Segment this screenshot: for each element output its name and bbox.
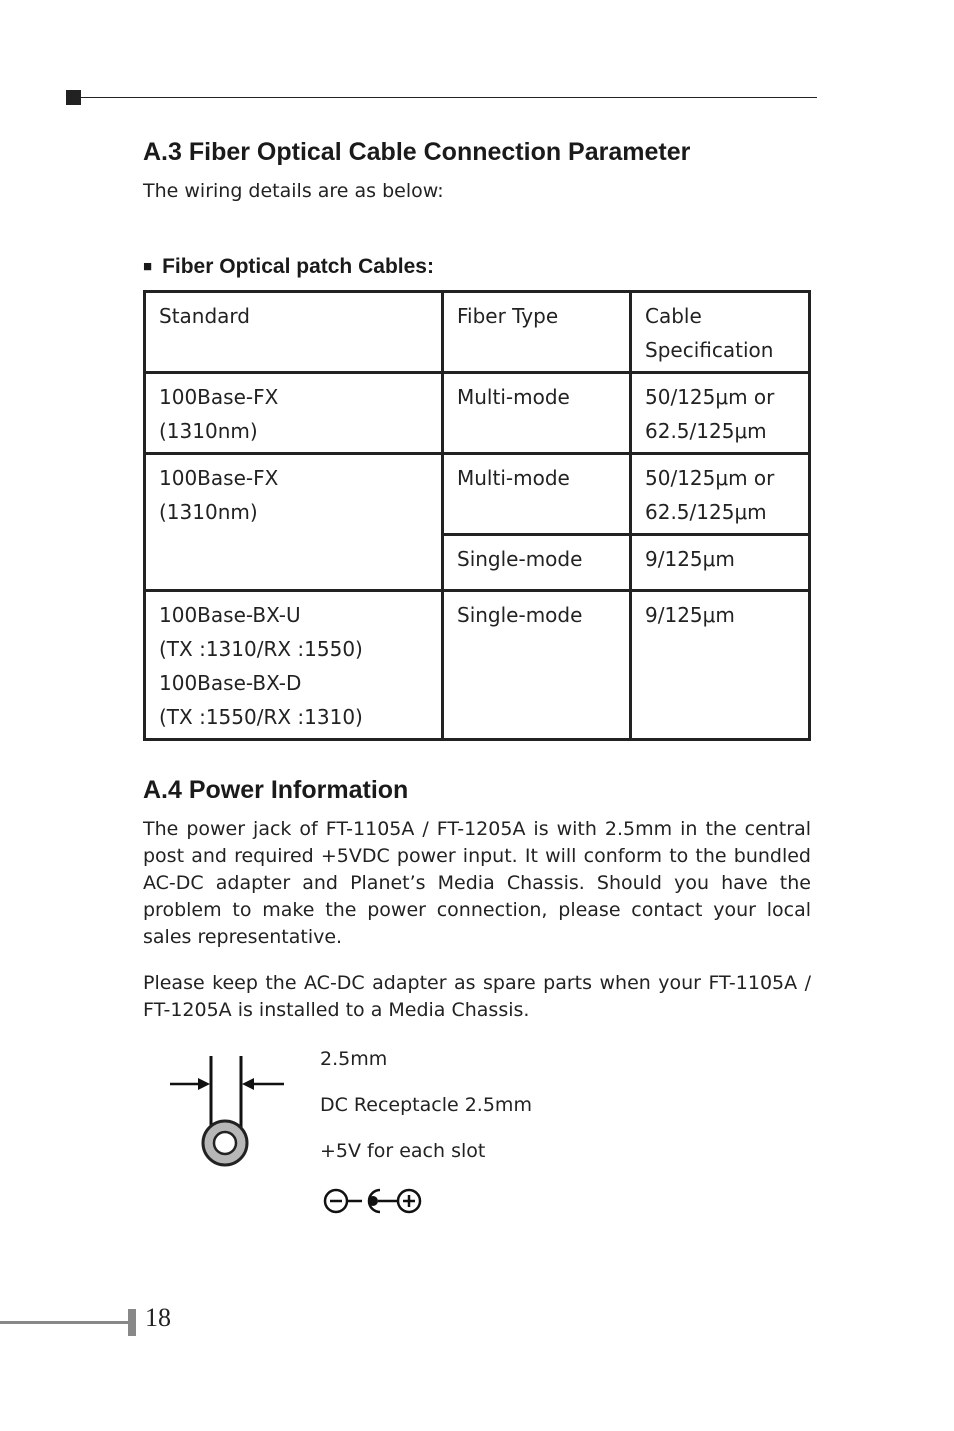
table-row bbox=[145, 591, 810, 740]
cell-cable-spec: 50/125μm or 62.5/125μm bbox=[631, 373, 810, 454]
cell-cable-spec: 50/125μm or 62.5/125μm bbox=[631, 454, 810, 535]
section-heading-a3: A.3 Fiber Optical Cable Connection Parameter bbox=[143, 138, 691, 166]
fiber-cable-table bbox=[143, 290, 811, 741]
cell-standard: 100Base-FX (1310nm) bbox=[145, 454, 443, 591]
cell-fiber-type: Single-mode bbox=[443, 591, 631, 740]
header-rule bbox=[81, 97, 817, 98]
footer-rule bbox=[0, 1321, 128, 1324]
polarity-symbol-icon bbox=[322, 1185, 426, 1217]
dc-receptacle-label: DC Receptacle 2.5mm bbox=[320, 1094, 532, 1116]
header-fiber-type: Fiber Type bbox=[443, 292, 631, 373]
section-heading-a4: A.4 Power Information bbox=[143, 776, 409, 804]
cell-fiber-type: Single-mode bbox=[443, 535, 631, 591]
table-row bbox=[145, 454, 810, 535]
power-paragraph-2: Please keep the AC-DC adapter as spare parts when your FT-1105A / FT-1205A is installed to a Media Chassis. bbox=[143, 972, 811, 1021]
table-row bbox=[145, 373, 810, 454]
footer-bar bbox=[128, 1309, 136, 1336]
cell-fiber-type: Multi-mode bbox=[443, 454, 631, 535]
power-paragraph-1: The power jack of FT-1105A / FT-1205A is with 2.5mm in the central post and required +5VDC power input. It will conform to the bundled AC-DC adapter and Planet’s Media Chassis. Should you have the problem to make the power connection, please contact your local sales representative. bbox=[143, 818, 811, 948]
section-intro: The wiring details are as below: bbox=[143, 180, 444, 202]
bullet-heading-text: Fiber Optical patch Cables: bbox=[162, 255, 434, 278]
page-number: 18 bbox=[145, 1303, 171, 1332]
cell-standard: 100Base-FX (1310nm) bbox=[145, 373, 443, 454]
cell-cable-spec: 9/125μm bbox=[631, 535, 810, 591]
dc-receptacle-diagram-icon bbox=[168, 1054, 288, 1176]
cell-standard: 100Base-BX-U (TX :1310/RX :1550) 100Base-BX-D (TX :1550/RX :1310) bbox=[145, 591, 443, 740]
header-cable-spec: Cable Specification bbox=[631, 292, 810, 373]
header-marker bbox=[66, 90, 81, 105]
cell-cable-spec: 9/125μm bbox=[631, 591, 810, 740]
dc-voltage-label: +5V for each slot bbox=[320, 1140, 486, 1162]
table-header-row bbox=[145, 292, 810, 373]
cell-fiber-type: Multi-mode bbox=[443, 373, 631, 454]
bullet-square-icon: ■ bbox=[143, 258, 153, 275]
header-standard: Standard bbox=[145, 292, 443, 373]
bullet-heading bbox=[143, 255, 434, 279]
dc-size-label: 2.5mm bbox=[320, 1048, 388, 1070]
